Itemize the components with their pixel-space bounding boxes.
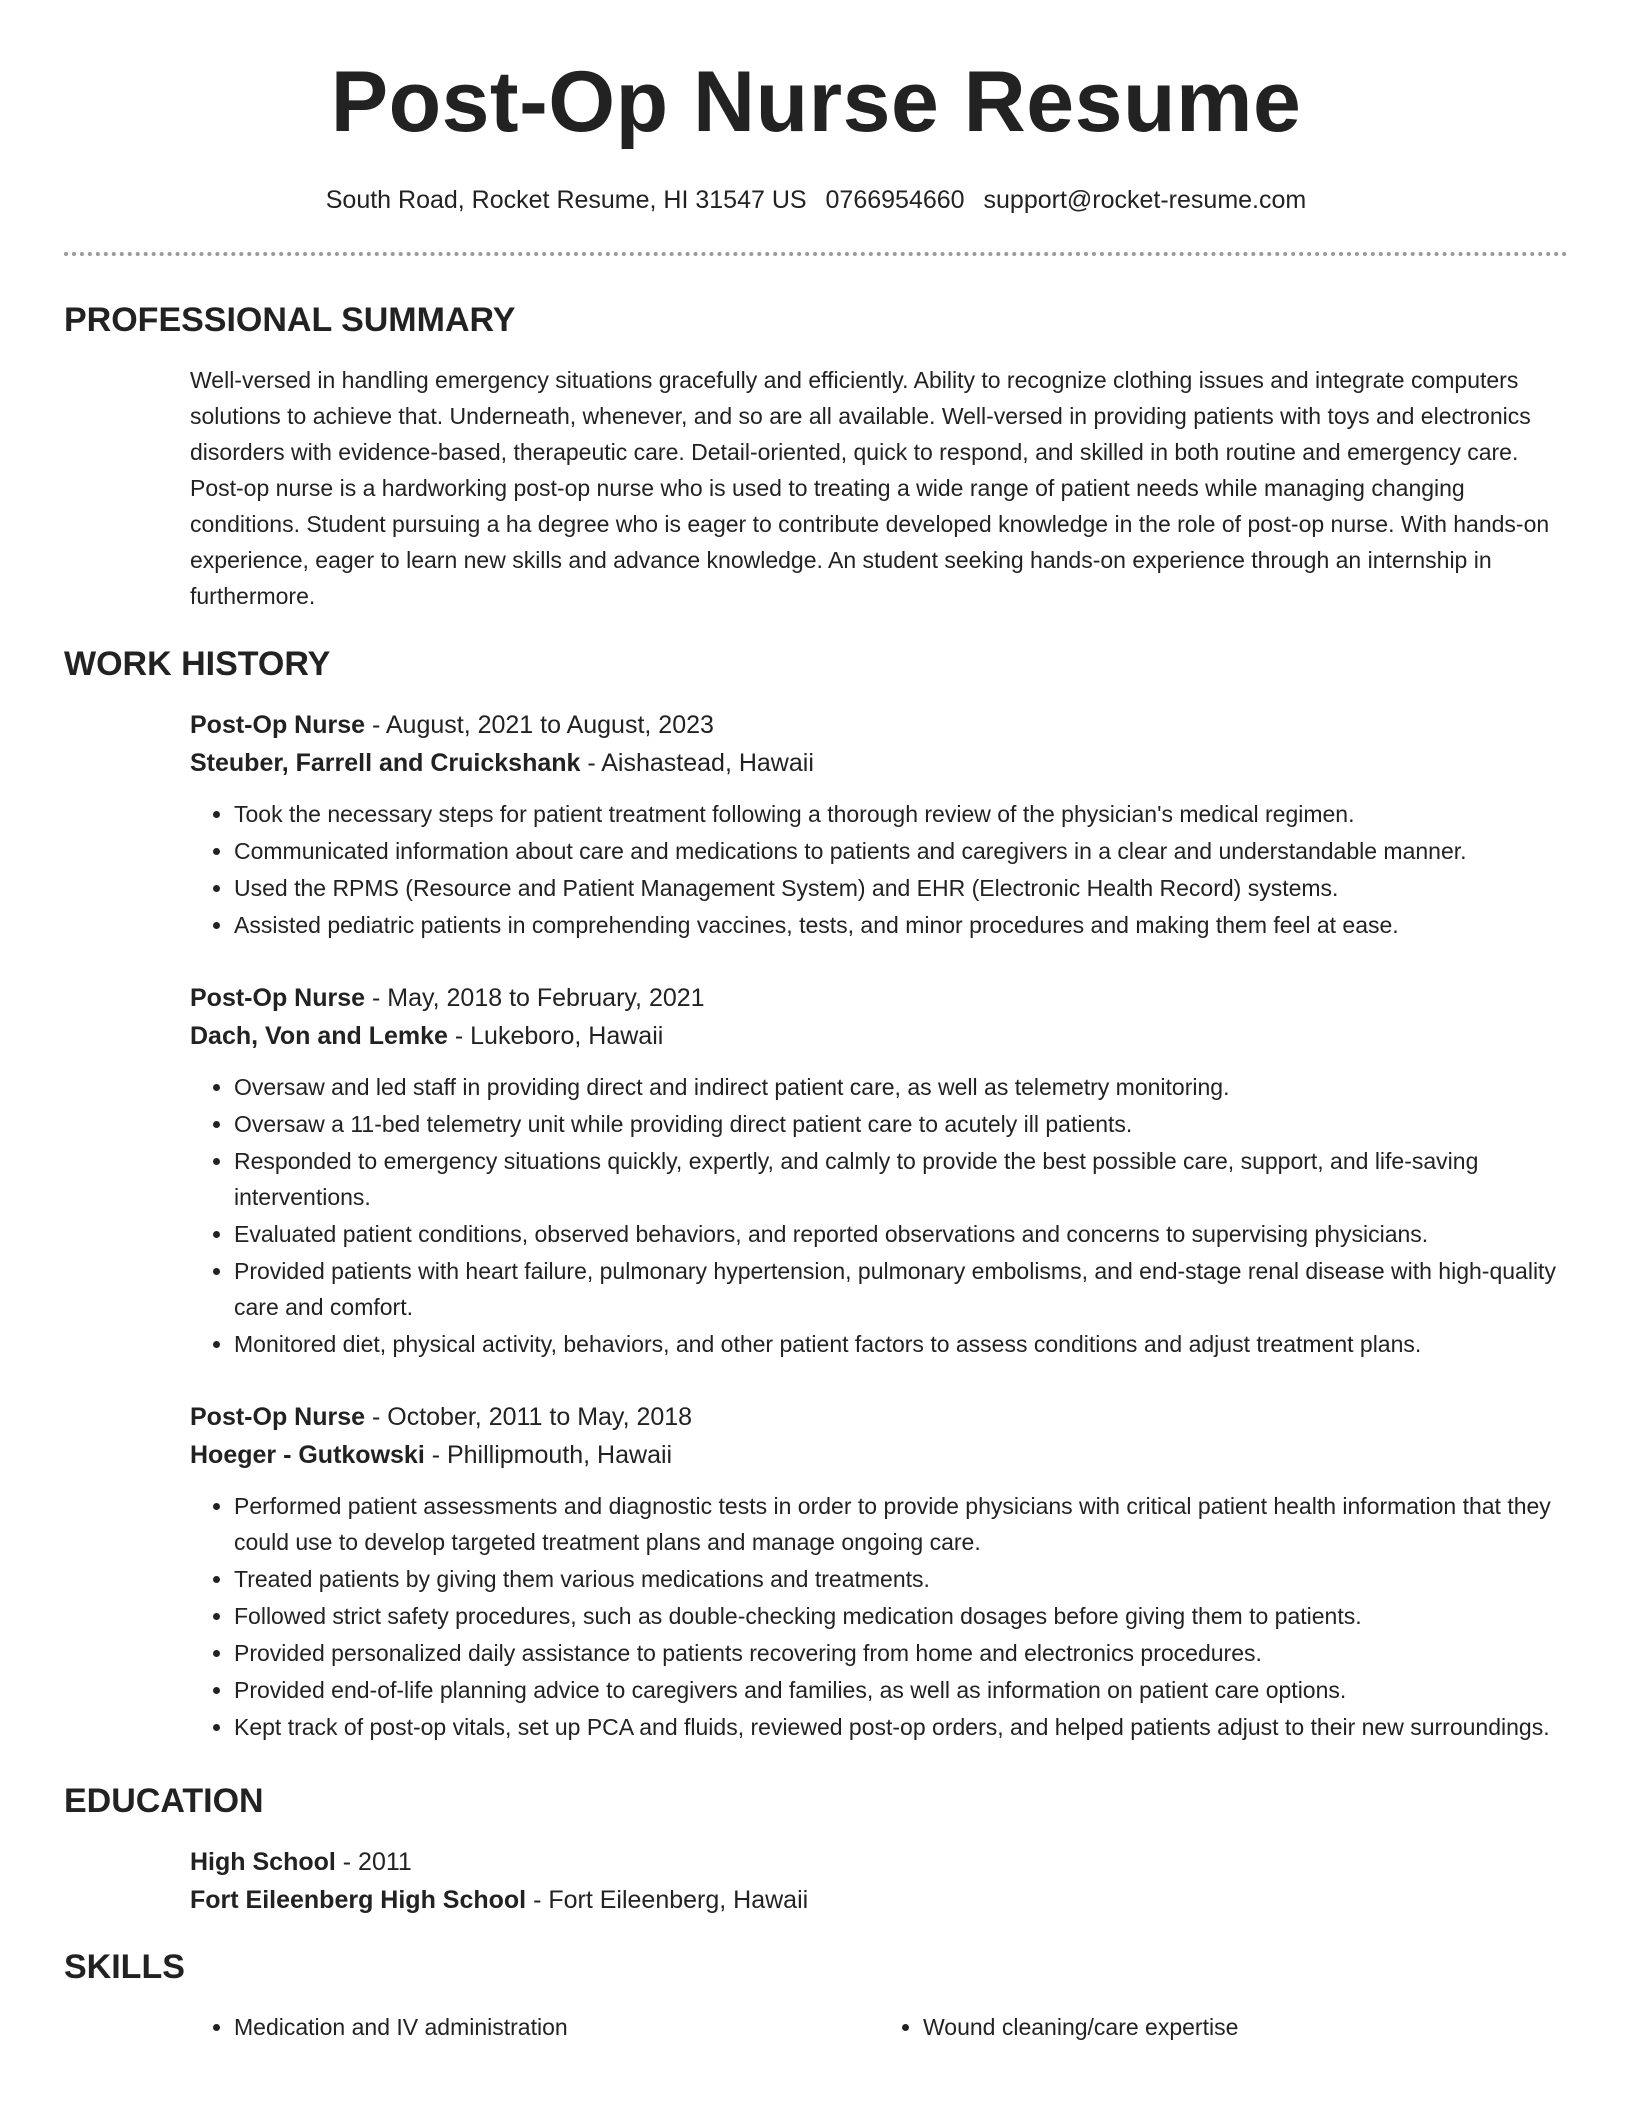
contact-info — [64, 184, 1568, 216]
skills-heading: SKILLS — [64, 1948, 185, 1986]
job-location: - Lukeboro, Hawaii — [447, 1022, 664, 1050]
list-item: • Responded to emergency situations quickly, expertly, and calmly to provide the best possible care, support, and life-saving interventions. — [234, 1143, 1568, 1215]
job-entry-2 — [190, 979, 1568, 1362]
education-degree: High School — [190, 1848, 336, 1876]
job-company-line — [190, 1017, 1568, 1055]
summary-section — [190, 362, 1568, 614]
job-dates: - August, 2021 to August, 2023 — [365, 711, 714, 739]
list-item: • Performed patient assessments and diagnostic tests in order to provide physicians with critical patient health information that they could use to develop targeted treatment plans and manage ongoing care. — [234, 1488, 1568, 1560]
list-item: • Provided end-of-life planning advice to caregivers and families, as well as information on patient care options. — [234, 1672, 1568, 1708]
job-title-line — [190, 1398, 1568, 1436]
job-title: Post-Op Nurse — [190, 1403, 366, 1431]
job-title: Post-Op Nurse — [190, 711, 366, 739]
education-year: - 2011 — [335, 1848, 412, 1876]
list-item: • Evaluated patient conditions, observed behaviors, and reported observations and concerns to supervising physicians. — [234, 1216, 1568, 1252]
work-history-heading: WORK HISTORY — [64, 645, 331, 683]
list-item: • Took the necessary steps for patient treatment following a thorough review of the physician's medical regimen. — [234, 796, 1568, 832]
education-section — [190, 1843, 1568, 1919]
summary-text: Well-versed in handling emergency situations gracefully and efficiently. Ability to recognize clothing issues and integrate computers solutions to achieve that. Underneath, whenever, and so are all available. Well-versed in providing patients with toys and electronics disorders with evidence-based, therapeutic care. Detail-oriented, quick to respond, and skilled in both routine and emergency care. Post-op nurse is a hardworking post-op nurse who is used to treating a wide range of patient needs while managing changing conditions. Student pursuing a ha degree who is eager to contribute developed knowledge in the role of post-op nurse. With hands-on experience, eager to learn new skills and advance knowledge. An student seeking hands-on experience through an internship in furthermore. — [190, 367, 1550, 609]
list-item: • Oversaw and led staff in providing direct and indirect patient care, as well as telemetry monitoring. — [234, 1069, 1568, 1105]
skills-list-right — [879, 2009, 1568, 2045]
job-company: Steuber, Farrell and Cruickshank — [190, 749, 581, 777]
job-title-line — [190, 706, 1568, 744]
job-company-line — [190, 1436, 1568, 1474]
skills-section — [190, 2009, 1568, 2045]
work-history-section — [190, 706, 1568, 1745]
education-school: Fort Eileenberg High School — [190, 1886, 527, 1914]
contact-phone: 0766954660 — [825, 186, 965, 214]
header-divider — [64, 252, 1568, 256]
education-degree-line — [190, 1843, 1568, 1881]
list-item: • Provided patients with heart failure, pulmonary hypertension, pulmonary embolisms, and end-stage renal disease with high-quality care and comfort. — [234, 1253, 1568, 1325]
resume-title: Post-Op Nurse Resume — [330, 54, 1302, 150]
job-entry-3 — [190, 1398, 1568, 1745]
list-item: • Assisted pediatric patients in comprehending vaccines, tests, and minor procedures and making them feel at ease. — [234, 907, 1568, 943]
list-item: • Kept track of post-op vitals, set up PCA and fluids, reviewed post-op orders, and helped patients adjust to their new surroundings. — [234, 1709, 1568, 1745]
job-dates: - May, 2018 to February, 2021 — [365, 984, 705, 1012]
job-title: Post-Op Nurse — [190, 984, 366, 1012]
job-bullets — [190, 796, 1568, 943]
skills-list-left — [190, 2009, 879, 2045]
list-item: • Followed strict safety procedures, such as double-checking medication dosages before giving them to patients. — [234, 1598, 1568, 1634]
job-location: - Aishastead, Hawaii — [580, 749, 814, 777]
job-location: - Phillipmouth, Hawaii — [424, 1441, 673, 1469]
job-title-line — [190, 979, 1568, 1017]
list-item: • Treated patients by giving them various medications and treatments. — [234, 1561, 1568, 1597]
education-school-line — [190, 1881, 1568, 1919]
education-heading: EDUCATION — [64, 1782, 264, 1820]
job-dates: - October, 2011 to May, 2018 — [365, 1403, 693, 1431]
job-bullets — [190, 1488, 1568, 1745]
job-company: Hoeger - Gutkowski — [190, 1441, 425, 1469]
skill-item: • Medication and IV administration — [234, 2009, 879, 2045]
list-item: • Used the RPMS (Resource and Patient Management System) and EHR (Electronic Health Record) systems. — [234, 870, 1568, 906]
list-item: • Provided personalized daily assistance to patients recovering from home and electronics procedures. — [234, 1635, 1568, 1671]
list-item: • Oversaw a 11-bed telemetry unit while providing direct patient care to acutely ill patients. — [234, 1106, 1568, 1142]
job-bullets — [190, 1069, 1568, 1362]
skill-item: • Wound cleaning/care expertise — [923, 2009, 1568, 2045]
list-item: • Monitored diet, physical activity, behaviors, and other patient factors to assess conditions and adjust treatment plans. — [234, 1326, 1568, 1362]
list-item: • Communicated information about care and medications to patients and caregivers in a clear and understandable manner. — [234, 833, 1568, 869]
education-location: - Fort Eileenberg, Hawaii — [526, 1886, 809, 1914]
summary-heading: PROFESSIONAL SUMMARY — [64, 301, 516, 339]
job-company: Dach, Von and Lemke — [190, 1022, 448, 1050]
job-company-line — [190, 744, 1568, 782]
contact-address: South Road, Rocket Resume, HI 31547 US — [325, 186, 807, 214]
contact-email: support@rocket-resume.com — [983, 186, 1307, 214]
job-entry-1 — [190, 706, 1568, 943]
